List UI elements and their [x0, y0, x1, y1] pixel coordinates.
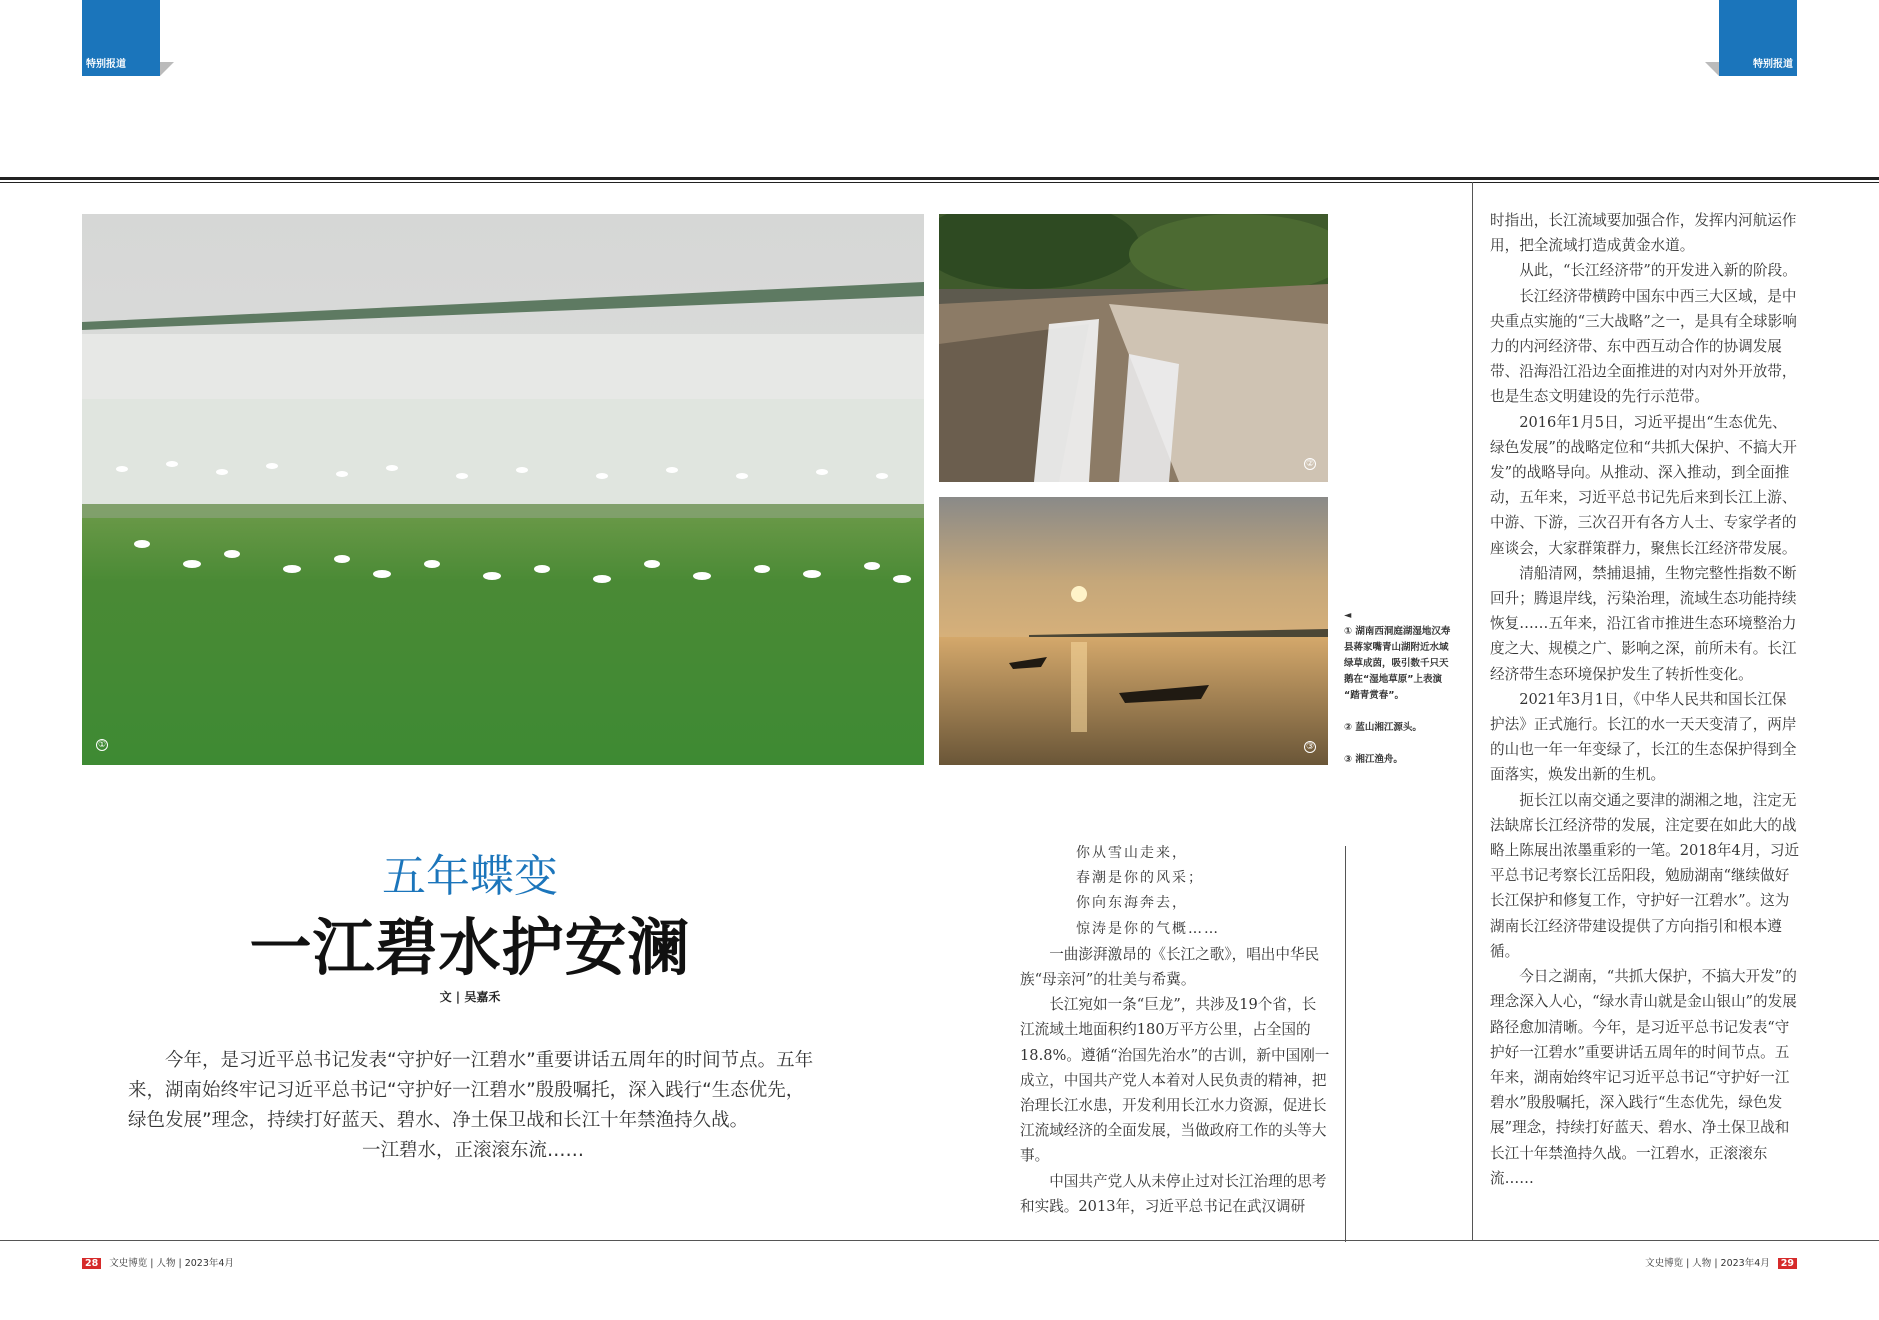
caption-1-line: 绿草成茵，吸引数千只天 — [1344, 658, 1449, 669]
article-kicker: 五年蝶变 — [382, 851, 558, 902]
body-paragraph: 从此，“长江经济带”的开发进入新的阶段。 — [1519, 262, 1797, 280]
photo-number-2: ② — [1305, 459, 1315, 469]
page-number-left: 28 — [82, 1258, 101, 1269]
column-divider-middle — [1345, 846, 1346, 1242]
lead-closing: 一江碧水，正滚滚东流…… — [361, 1140, 584, 1161]
article-title: 一江碧水护安澜 — [249, 911, 691, 984]
section-label-left: 特别报道 — [86, 59, 126, 70]
photo-waterfall — [939, 214, 1328, 482]
caption-1-line: 鹅在“湿地草原”上表演 — [1344, 674, 1442, 685]
caption-arrow: ◄ — [1344, 610, 1352, 621]
body-paragraph: 长江宛如一条“巨龙”，共涉及19个省，长江流域土地面积约180万平方公里，占全国的18.8%。遵循“治国先治水”的古训，新中国刚一成立，中国共产党人本着对人民负责的精神，把治理长江水患，开发利用长江水力资源，促进长江流域经济的全面发展，当做政府工作的头等大事。 — [1020, 996, 1330, 1165]
header-rule — [0, 177, 1879, 180]
lead-paragraph: 今年，是习近平总书记发表“守护好一江碧水”重要讲话五周年的时间节点。五年来，湖南始终牢记习近平总书记“守护好一江碧水”殷殷嘱托，深入践行“生态优先，绿色发展”理念，持续打好蓝天、碧水、净土保卫战和长江十年禁渔持久战。 — [128, 1050, 814, 1131]
body-paragraph: 2021年3月1日，《中华人民共和国长江保护法》正式施行。长江的水一天天变清了，两岸的山也一年一年变绿了，长江的生态保护得到全面落实，焕发出新的生机。 — [1490, 690, 1797, 784]
footer-right-text: 文史博览 | 人物 | 2023年4月 — [1645, 1258, 1770, 1269]
body-paragraph: 长江经济带横跨中国东中西三大区域，是中央重点实施的“三大战略”之一，是具有全球影响力的内河经济带、东中西互动合作的协调发展带、沿海沿江沿边全面推进的对内对外开放带，也是生态文明建设的先行示范带。 — [1490, 287, 1797, 406]
caption-1-line: ① 湖南西洞庭湖湿地汉寿 — [1344, 626, 1451, 637]
poem-line: 你从雪山走来， — [1076, 845, 1188, 861]
article-author: 文 | 吴嘉禾 — [439, 990, 501, 1004]
footer-left-text: 文史博览 | 人物 | 2023年4月 — [109, 1258, 234, 1269]
poem-line: 惊涛是你的气概…… — [1076, 920, 1220, 937]
photo-number-1: ① — [97, 740, 107, 750]
body-paragraph: 扼长江以南交通之要津的湖湘之地，注定无法缺席长江经济带的发展，注定要在如此大的战略上陈展出浓墨重彩的一笔。2018年4月，习近平总书记考察长江岳阳段，勉励湖南“继续做好长江保护和修复工作，守护好一江碧水”。这为湖南长江经济带建设提供了方向指引和根本遵循。 — [1490, 791, 1800, 960]
body-paragraph: 时指出，长江流域要加强合作，发挥内河航运作用，把全流域打造成黄金水道。 — [1490, 212, 1797, 255]
caption-1-line: “踏青赏春”。 — [1344, 690, 1404, 701]
tab-corner-left — [160, 62, 174, 76]
caption-photo-1 — [1344, 624, 1450, 704]
footer-left — [82, 1255, 234, 1269]
section-tab-right — [1719, 0, 1797, 76]
body-paragraph: 2016年1月5日，习近平提出“生态优先、绿色发展”的战略定位和“共抓大保护、不搞大开发”的战略导向。从推动、深入推动，到全面推动，五年来，习近平总书记先后来到长江上游、中游、下游，三次召开有各方人士、专家学者的座谈会，大家群策群力，聚焦长江经济带发展。 — [1490, 413, 1797, 557]
middle-column — [1020, 841, 1330, 1219]
section-label-right: 特别报道 — [1753, 59, 1793, 70]
section-tab-left — [82, 0, 160, 76]
footer-rule — [0, 1240, 1879, 1241]
article-lead — [128, 1046, 818, 1166]
body-paragraph: 中国共产党人从未停止过对长江治理的思考和实践。2013年，习近平总书记在武汉调研 — [1020, 1172, 1327, 1215]
body-paragraph: 一曲澎湃激昂的《长江之歌》，唱出中华民族“母亲河”的壮美与希冀。 — [1020, 945, 1320, 989]
tab-corner-right — [1705, 62, 1719, 76]
photo-river-sunset — [939, 497, 1328, 765]
body-paragraph: 今日之湖南，“共抓大保护，不搞大开发”的理念深入人心，“绿水青山就是金山银山”的发展路径愈加清晰。今年，是习近平总书记发表“守护好一江碧水”重要讲话五周年的时间节点。五年来，湖南始终牢记习近平总书记“守护好一江碧水”殷殷嘱托，深入践行“生态优先，绿色发展”理念，持续打好蓝天、碧水、净土保卫战和长江十年禁渔持久战。一江碧水，正滚滚东流…… — [1490, 968, 1797, 1187]
caption-photo-2: ② 蓝山湘江源头。 — [1344, 722, 1422, 733]
caption-photo-3: ③ 湘江渔舟。 — [1344, 754, 1403, 765]
body-paragraph: 清船清网，禁捕退捕，生物完整性指数不断回升；腾退岸线，污染治理，流域生态功能持续恢复……五年来，沿江省市推进生态环境整治力度之大、规模之广、影响之深，前所未有。长江经济带生态环境保护发生了转折性变化。 — [1490, 564, 1797, 683]
poem-line: 你向东海奔去， — [1076, 895, 1188, 912]
column-divider-right — [1472, 182, 1473, 1240]
photo-swans-wetland — [82, 214, 924, 765]
poem-line: 春潮是你的风采； — [1076, 870, 1204, 887]
caption-1-line: 县蒋家嘴青山湖附近水域 — [1344, 642, 1449, 653]
photo-number-3: ③ — [1305, 742, 1315, 752]
right-column — [1490, 208, 1800, 1191]
footer-right — [1645, 1255, 1797, 1269]
page-number-right: 29 — [1778, 1258, 1797, 1269]
header-rule-thin — [0, 182, 1879, 183]
poem — [1020, 841, 1330, 942]
